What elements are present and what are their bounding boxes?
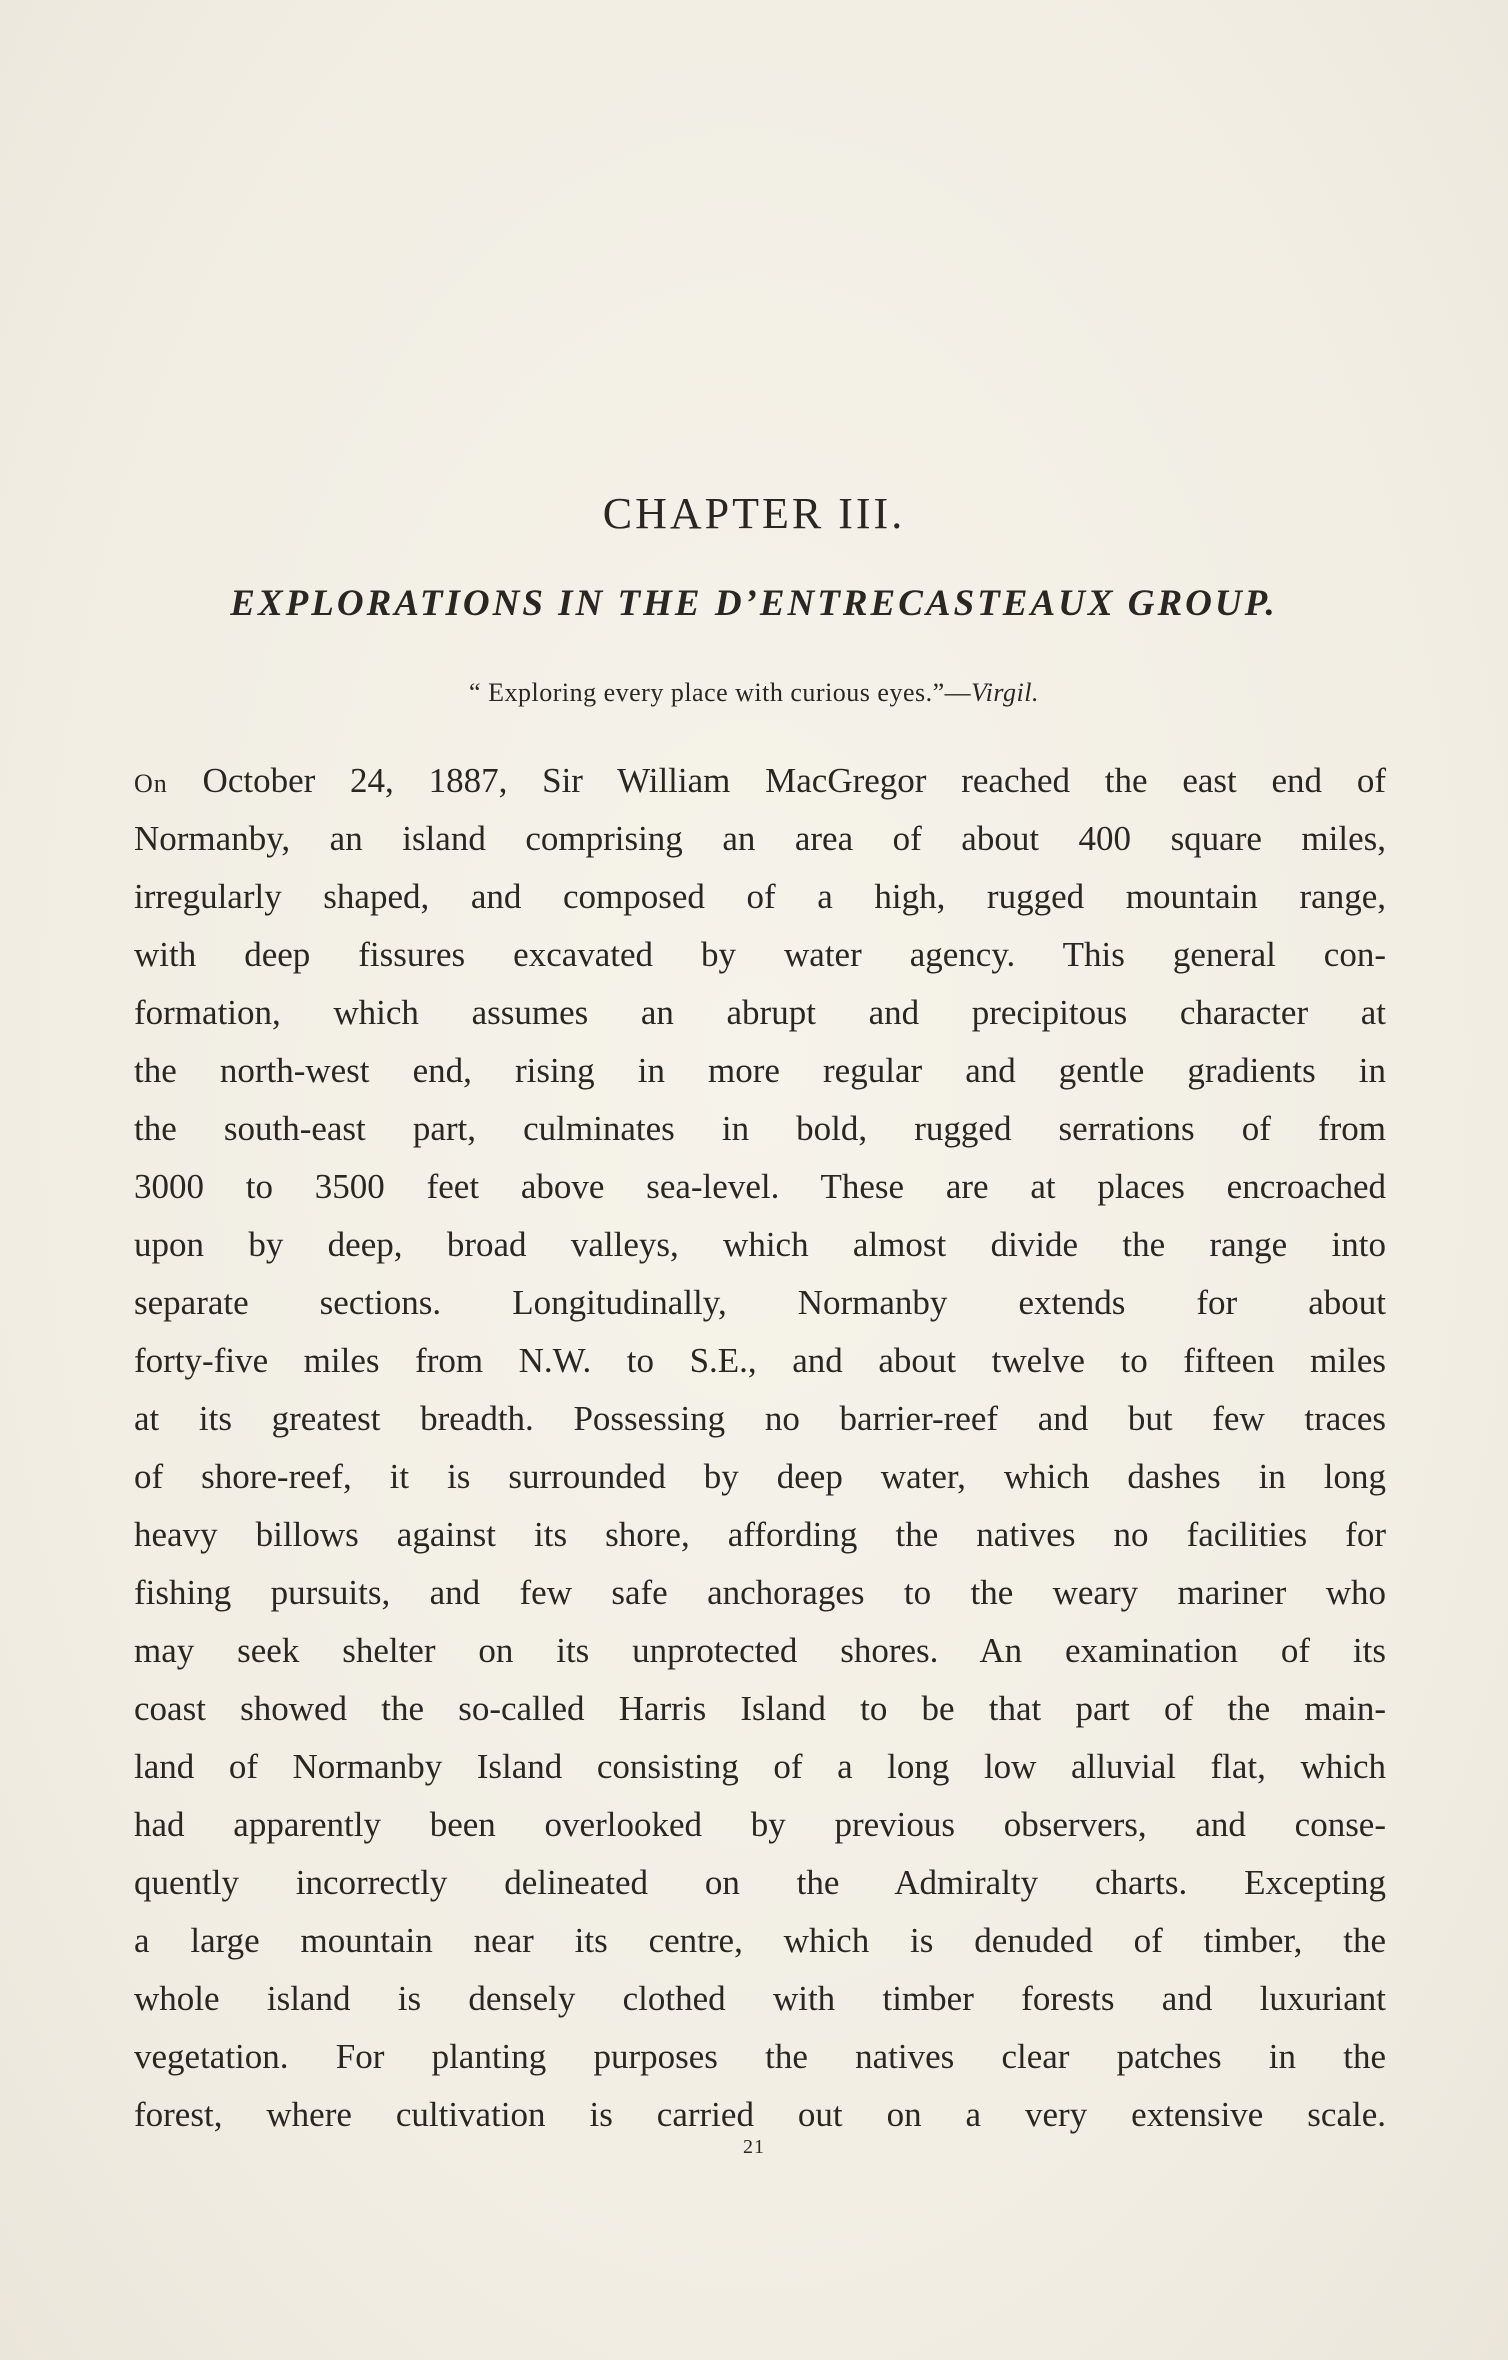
- body-line: vegetation. For planting purposes the natives clear patches in the: [134, 2037, 1386, 2076]
- epigraph-author: Virgil.: [971, 678, 1039, 707]
- body-paragraph: [134, 752, 1386, 2144]
- body-line: Normanby, an island comprising an area of about 400 square miles,: [134, 819, 1386, 858]
- body-line: may seek shelter on its unprotected shores. An examination of its: [134, 1631, 1386, 1670]
- body-line: quently incorrectly delineated on the Admiralty charts. Excepting: [134, 1863, 1386, 1902]
- body-line: a large mountain near its centre, which is denuded of timber, the: [134, 1921, 1386, 1960]
- body-line: heavy billows against its shore, affording the natives no facilities for: [134, 1515, 1386, 1554]
- body-line: upon by deep, broad valleys, which almost divide the range into: [134, 1225, 1386, 1264]
- body-line: of shore-reef, it is surrounded by deep water, which dashes in long: [134, 1457, 1386, 1496]
- body-line: land of Normanby Island consisting of a long low alluvial flat, which: [134, 1747, 1386, 1786]
- body-line-last: forest, where cultivation is carried out on a very extensive scale.: [134, 2095, 1386, 2134]
- first-line-text: October 24, 1887, Sir William MacGregor reached the east end of: [167, 761, 1386, 800]
- body-line: forty-five miles from N.W. to S.E., and about twelve to fifteen miles: [134, 1341, 1386, 1380]
- body-line: 3000 to 3500 feet above sea-level. These are at places encroached: [134, 1167, 1386, 1206]
- opening-word: On: [134, 769, 168, 798]
- page-number: 21: [743, 2136, 765, 2158]
- body-line: fishing pursuits, and few safe anchorages to the weary mariner who: [134, 1573, 1386, 1612]
- body-line: irregularly shaped, and composed of a high, rugged mountain range,: [134, 877, 1386, 916]
- body-line: had apparently been overlooked by previous observers, and conse-: [134, 1805, 1386, 1844]
- body-line: with deep fissures excavated by water agency. This general con-: [134, 935, 1386, 974]
- chapter-title: CHAPTER III.: [602, 489, 906, 538]
- body-line: at its greatest breadth. Possessing no barrier-reef and but few traces: [134, 1399, 1386, 1438]
- body-line: separate sections. Longitudinally, Normanby extends for about: [134, 1283, 1386, 1322]
- body-line: the north-west end, rising in more regular and gentle gradients in: [134, 1051, 1386, 1090]
- body-line: whole island is densely clothed with timber forests and luxuriant: [134, 1979, 1386, 2018]
- epigraph-quote: “ Exploring every place with curious eyes.”—: [469, 678, 972, 707]
- body-line: the south-east part, culminates in bold, rugged serrations of from: [134, 1109, 1386, 1148]
- body-line: formation, which assumes an abrupt and precipitous character at: [134, 993, 1386, 1032]
- body-line: coast showed the so-called Harris Island to be that part of the main-: [134, 1689, 1386, 1728]
- body-line-first: [134, 752, 1386, 810]
- chapter-subtitle: EXPLORATIONS IN THE D’ENTRECASTEAUX GROUP.: [230, 583, 1278, 624]
- epigraph: [0, 678, 1508, 708]
